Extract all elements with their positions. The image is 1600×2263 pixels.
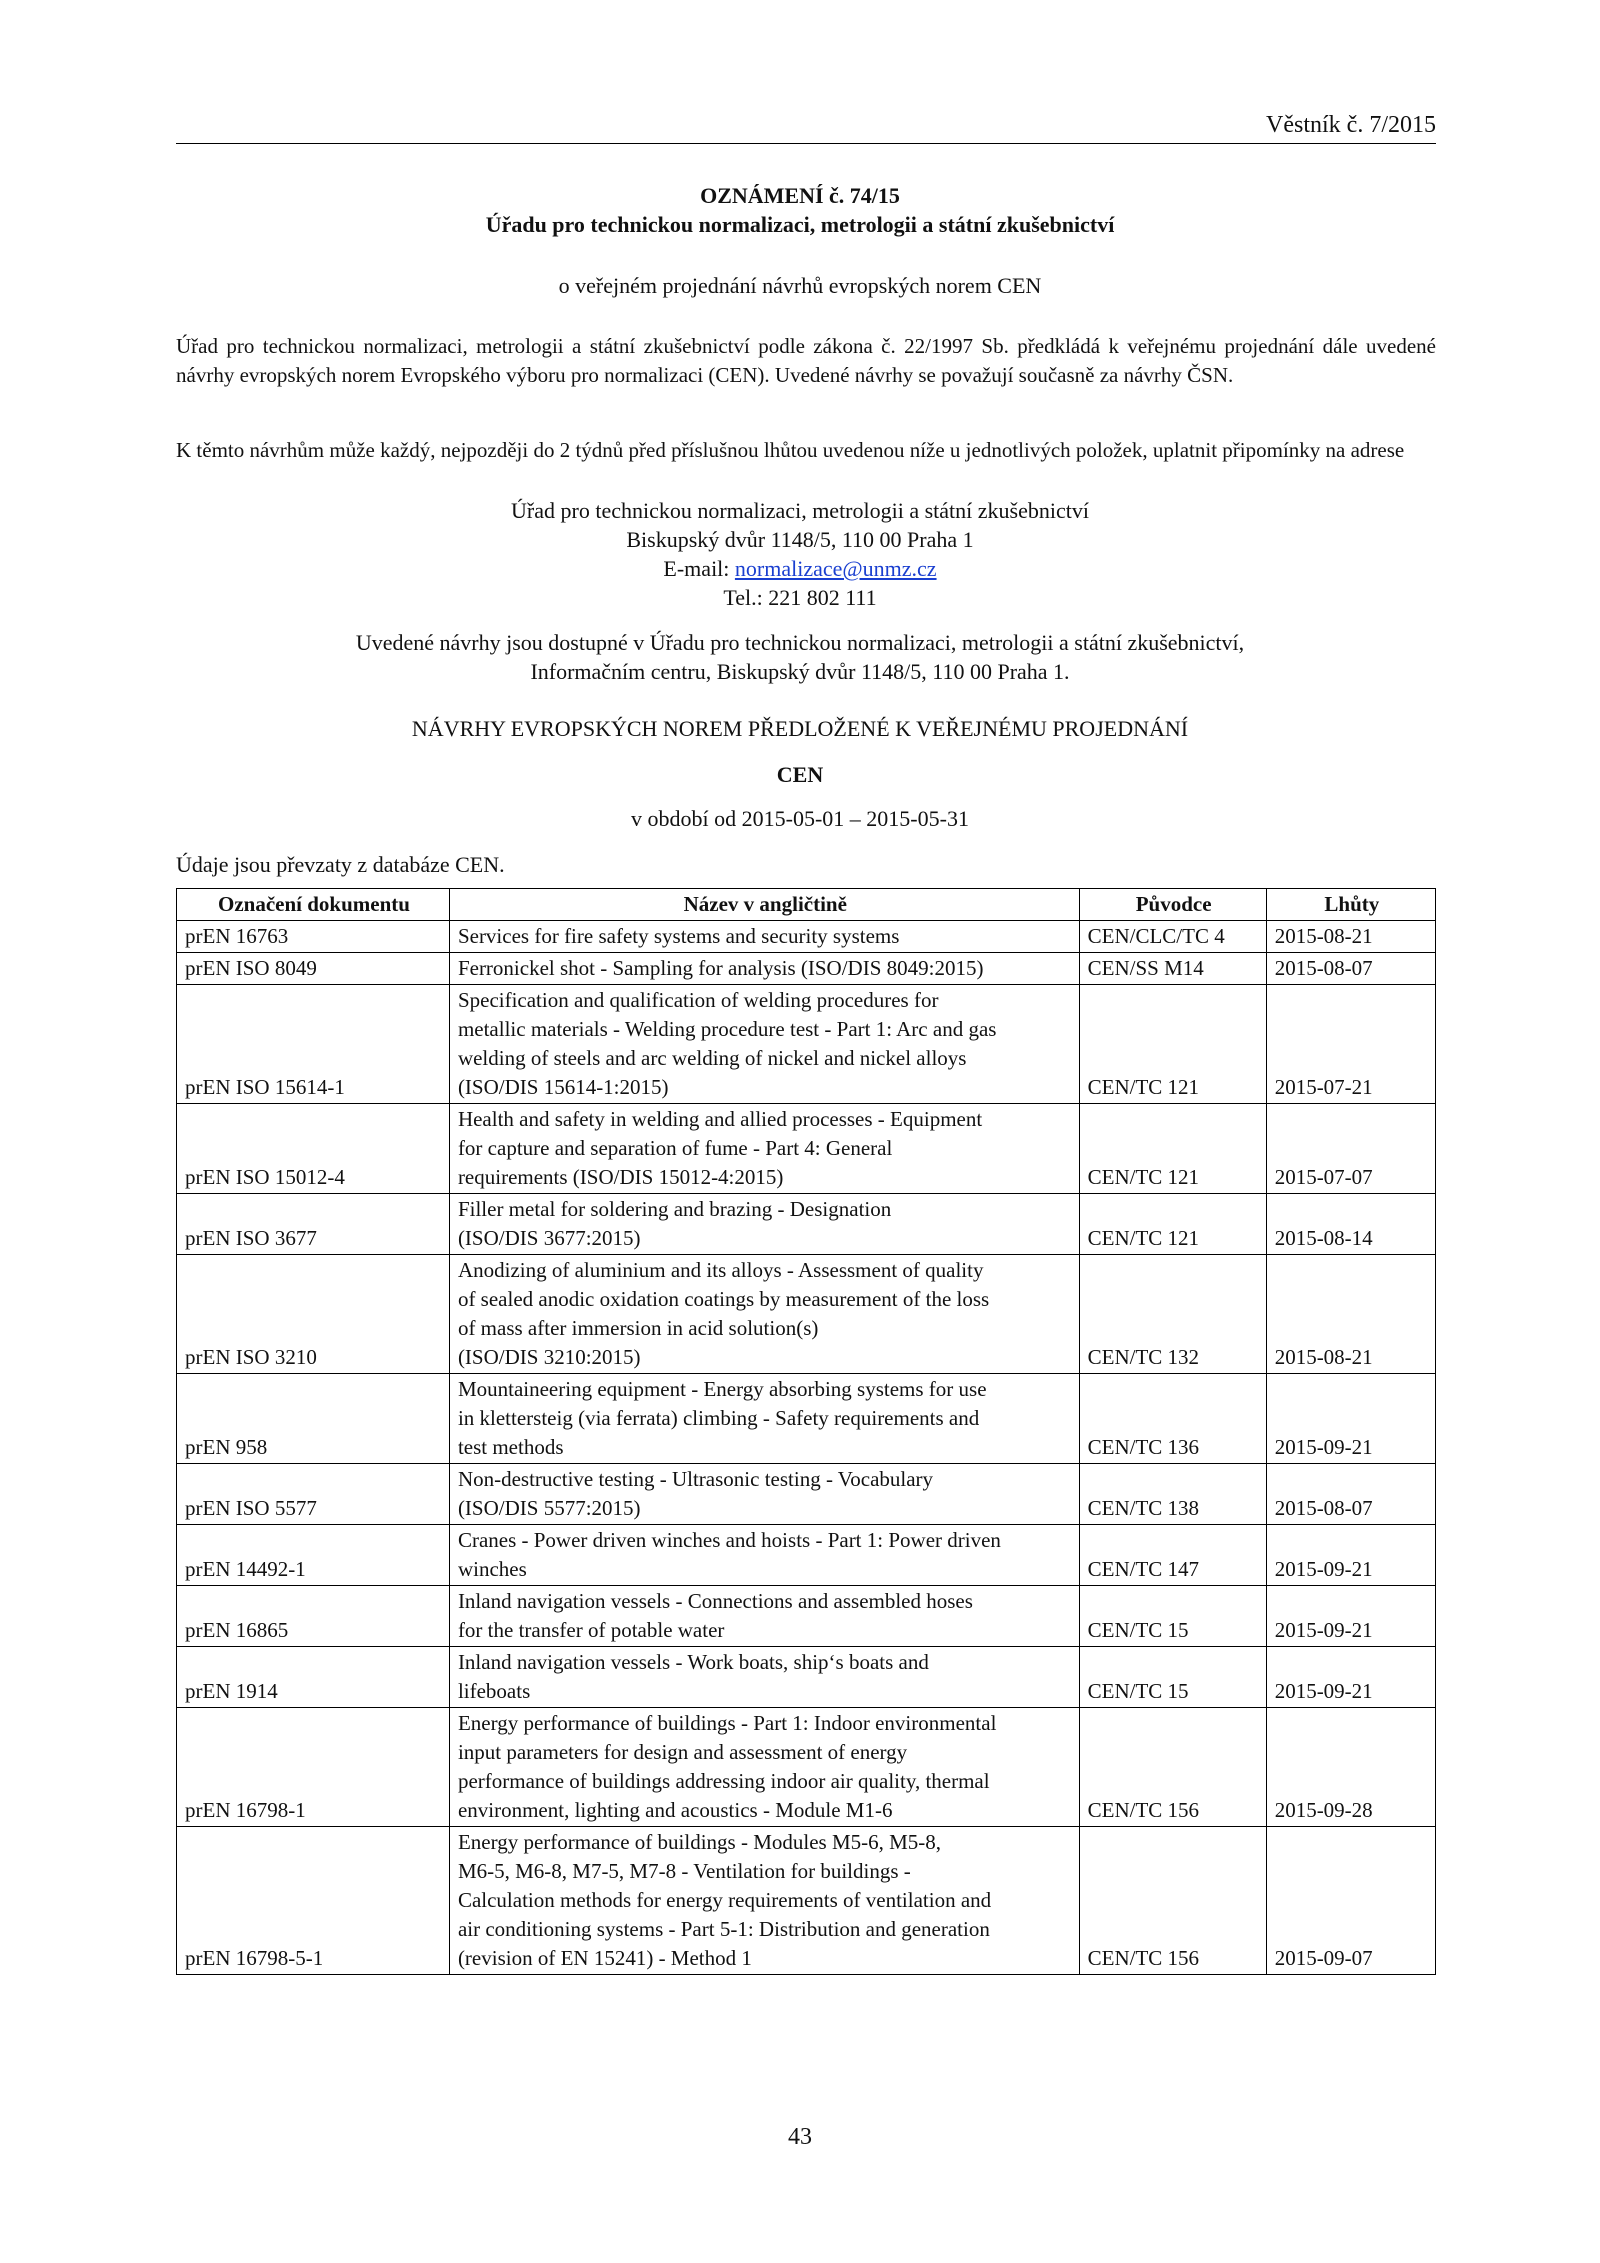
document-id-cell: prEN 1914 <box>177 1647 450 1708</box>
document-title-line: Filler metal for soldering and brazing - Designation <box>457 1197 892 1221</box>
table-row <box>177 1255 1436 1374</box>
office-title: Úřadu pro technickou normalizaci, metrologii a státní zkušebnictví <box>485 212 1115 237</box>
document-id-cell: prEN 16798-5-1 <box>177 1827 450 1975</box>
document-title-cell <box>449 1708 1079 1827</box>
origin-cell: CEN/TC 121 <box>1079 985 1266 1104</box>
document-title-line: Inland navigation vessels - Connections and assembled hoses <box>457 1589 973 1613</box>
announcement-subject: o veřejném projednání návrhů evropských norem CEN <box>558 273 1042 298</box>
section-period: v období od 2015-05-01 – 2015-05-31 <box>631 806 969 831</box>
origin-cell: CEN/TC 156 <box>1079 1708 1266 1827</box>
availability-line-1: Uvedené návrhy jsou dostupné v Úřadu pro technickou normalizaci, metrologii a státní zkušebnictví, <box>355 630 1245 655</box>
address-email-line <box>0 554 1600 583</box>
column-header-origin: Původce <box>1079 889 1266 921</box>
document-title-cell <box>449 1374 1079 1464</box>
deadline-cell: 2015-09-21 <box>1266 1647 1435 1708</box>
origin-cell: CEN/CLC/TC 4 <box>1079 921 1266 953</box>
document-title-line: welding of steels and arc welding of nickel and nickel alloys <box>457 1046 967 1070</box>
deadline-cell: 2015-08-07 <box>1266 1464 1435 1525</box>
document-title-cell <box>449 953 1079 985</box>
document-id-cell: prEN 16763 <box>177 921 450 953</box>
table-row <box>177 921 1436 953</box>
deadline-cell: 2015-08-21 <box>1266 1255 1435 1374</box>
document-title-line: performance of buildings addressing indoor air quality, thermal <box>457 1769 990 1793</box>
deadline-cell: 2015-09-21 <box>1266 1525 1435 1586</box>
table-row <box>177 1104 1436 1194</box>
document-title-line: air conditioning systems - Part 5-1: Distribution and generation <box>457 1917 990 1941</box>
document-title-line: Anodizing of aluminium and its alloys - Assessment of quality <box>457 1258 984 1282</box>
document-id-cell: prEN ISO 5577 <box>177 1464 450 1525</box>
document-title-line: Non-destructive testing - Ultrasonic testing - Vocabulary <box>457 1467 934 1491</box>
document-title-cell <box>449 1104 1079 1194</box>
document-id-cell: prEN 16798-1 <box>177 1708 450 1827</box>
document-title-cell <box>449 921 1079 953</box>
document-id-cell: prEN ISO 15012-4 <box>177 1104 450 1194</box>
origin-cell: CEN/TC 147 <box>1079 1525 1266 1586</box>
table-row <box>177 1374 1436 1464</box>
document-id-cell: prEN ISO 3677 <box>177 1194 450 1255</box>
document-title-line: Energy performance of buildings - Part 1: Indoor environmental <box>457 1711 997 1735</box>
table-body <box>177 921 1436 1975</box>
document-title-line: Mountaineering equipment - Energy absorbing systems for use <box>457 1377 987 1401</box>
document-title-cell <box>449 1586 1079 1647</box>
document-title-cell <box>449 985 1079 1104</box>
document-title-line: environment, lighting and acoustics - Module M1-6 <box>457 1798 893 1822</box>
table-header-row <box>177 889 1436 921</box>
document-title-line: of mass after immersion in acid solution(s) <box>457 1316 819 1340</box>
table-row <box>177 985 1436 1104</box>
document-id-cell: prEN 958 <box>177 1374 450 1464</box>
document-title-cell <box>449 1647 1079 1708</box>
source-note: Údaje jsou převzaty z databáze CEN. <box>176 852 505 877</box>
document-title-line: Calculation methods for energy requirements of ventilation and <box>457 1888 992 1912</box>
deadline-cell: 2015-08-07 <box>1266 953 1435 985</box>
document-title-cell <box>449 1194 1079 1255</box>
origin-cell: CEN/TC 138 <box>1079 1464 1266 1525</box>
document-title-line: Inland navigation vessels - Work boats, ship‘s boats and <box>457 1650 929 1674</box>
document-title-cell <box>449 1464 1079 1525</box>
document-id-cell: prEN 14492-1 <box>177 1525 450 1586</box>
deadline-cell: 2015-07-21 <box>1266 985 1435 1104</box>
intro-paragraph: Úřad pro technickou normalizaci, metrologii a státní zkušebnictví podle zákona č. 22/1997 Sb. předkládá k veřejnému projednání dále uvedené návrhy evropských norem Evropského výboru pro normalizaci (CEN). Uvedené návrhy se považují současně za návrhy ČSN. <box>176 334 1436 387</box>
deadline-cell: 2015-07-07 <box>1266 1104 1435 1194</box>
origin-cell: CEN/TC 15 <box>1079 1586 1266 1647</box>
table-row <box>177 1464 1436 1525</box>
bulletin-header: Věstník č. 7/2015 <box>1266 112 1436 138</box>
document-title-line: requirements (ISO/DIS 15012-4:2015) <box>457 1165 784 1189</box>
document-id-cell: prEN ISO 8049 <box>177 953 450 985</box>
email-label: E-mail: <box>663 556 735 581</box>
deadline-cell: 2015-09-21 <box>1266 1586 1435 1647</box>
origin-cell: CEN/SS M14 <box>1079 953 1266 985</box>
origin-cell: CEN/TC 136 <box>1079 1374 1266 1464</box>
table-row <box>177 1525 1436 1586</box>
document-title-line: (ISO/DIS 3210:2015) <box>457 1345 641 1369</box>
document-title-line: Cranes - Power driven winches and hoists - Part 1: Power driven <box>457 1528 1001 1552</box>
documents-table <box>176 888 1436 1975</box>
document-title-cell <box>449 1255 1079 1374</box>
document-title-line: of sealed anodic oxidation coatings by measurement of the loss <box>457 1287 990 1311</box>
deadline-cell: 2015-09-07 <box>1266 1827 1435 1975</box>
table-row <box>177 953 1436 985</box>
document-title-line: Ferronickel shot - Sampling for analysis (ISO/DIS 8049:2015) <box>457 956 984 980</box>
origin-cell: CEN/TC 121 <box>1079 1104 1266 1194</box>
document-title-line: (ISO/DIS 3677:2015) <box>457 1226 641 1250</box>
announcement-number: OZNÁMENÍ č. 74/15 <box>700 183 900 208</box>
page-number: 43 <box>788 2124 812 2150</box>
document-title-line: metallic materials - Welding procedure test - Part 1: Arc and gas <box>457 1017 997 1041</box>
comments-paragraph: K těmto návrhům může každý, nejpozději do 2 týdnů před příslušnou lhůtou uvedenou níže u jednotlivých položek, uplatnit připomínky na adrese <box>176 438 1405 462</box>
address-office: Úřad pro technickou normalizaci, metrologii a státní zkušebnictví <box>511 498 1089 523</box>
table-row <box>177 1647 1436 1708</box>
document-title-line: lifeboats <box>457 1679 531 1703</box>
document-title-line: winches <box>457 1557 527 1581</box>
document-title-line: Energy performance of buildings - Modules M5-6, M5-8, <box>457 1830 942 1854</box>
column-header-id: Označení dokumentu <box>177 889 450 921</box>
deadline-cell: 2015-09-28 <box>1266 1708 1435 1827</box>
header-divider <box>176 143 1436 144</box>
address-phone: Tel.: 221 802 111 <box>723 585 877 610</box>
deadline-cell: 2015-08-21 <box>1266 921 1435 953</box>
document-id-cell: prEN ISO 3210 <box>177 1255 450 1374</box>
section-org: CEN <box>776 762 824 787</box>
document-title-line: test methods <box>457 1435 564 1459</box>
origin-cell: CEN/TC 15 <box>1079 1647 1266 1708</box>
table-row <box>177 1708 1436 1827</box>
document-title-line: for capture and separation of fume - Part 4: General <box>457 1136 893 1160</box>
document-title-line: for the transfer of potable water <box>457 1618 725 1642</box>
document-title-line: (revision of EN 15241) - Method 1 <box>457 1946 752 1970</box>
document-title-cell <box>449 1525 1079 1586</box>
document-title-line: Specification and qualification of welding procedures for <box>457 988 939 1012</box>
document-title-line: (ISO/DIS 5577:2015) <box>457 1496 641 1520</box>
document-id-cell: prEN ISO 15614-1 <box>177 985 450 1104</box>
availability-line-2: Informačním centru, Biskupský dvůr 1148/5, 110 00 Praha 1. <box>530 659 1070 684</box>
origin-cell: CEN/TC 132 <box>1079 1255 1266 1374</box>
document-title-line: in klettersteig (via ferrata) climbing - Safety requirements and <box>457 1406 980 1430</box>
document-id-cell: prEN 16865 <box>177 1586 450 1647</box>
deadline-cell: 2015-09-21 <box>1266 1374 1435 1464</box>
document-title-cell <box>449 1827 1079 1975</box>
origin-cell: CEN/TC 121 <box>1079 1194 1266 1255</box>
origin-cell: CEN/TC 156 <box>1079 1827 1266 1975</box>
table-row <box>177 1827 1436 1975</box>
column-header-deadline: Lhůty <box>1266 889 1435 921</box>
table-row <box>177 1586 1436 1647</box>
column-header-title: Název v angličtině <box>449 889 1079 921</box>
email-link[interactable]: normalizace@unmz.cz <box>734 556 937 581</box>
document-title-line: input parameters for design and assessment of energy <box>457 1740 908 1764</box>
deadline-cell: 2015-08-14 <box>1266 1194 1435 1255</box>
document-title-line: Health and safety in welding and allied processes - Equipment <box>457 1107 983 1131</box>
document-title-line: Services for fire safety systems and security systems <box>457 924 900 948</box>
address-street: Biskupský dvůr 1148/5, 110 00 Praha 1 <box>626 527 974 552</box>
table-row <box>177 1194 1436 1255</box>
section-heading: NÁVRHY EVROPSKÝCH NOREM PŘEDLOŽENÉ K VEŘEJNÉMU PROJEDNÁNÍ <box>411 716 1189 741</box>
document-title-line: M6-5, M6-8, M7-5, M7-8 - Ventilation for buildings - <box>457 1859 911 1883</box>
document-title-line: (ISO/DIS 15614-1:2015) <box>457 1075 669 1099</box>
